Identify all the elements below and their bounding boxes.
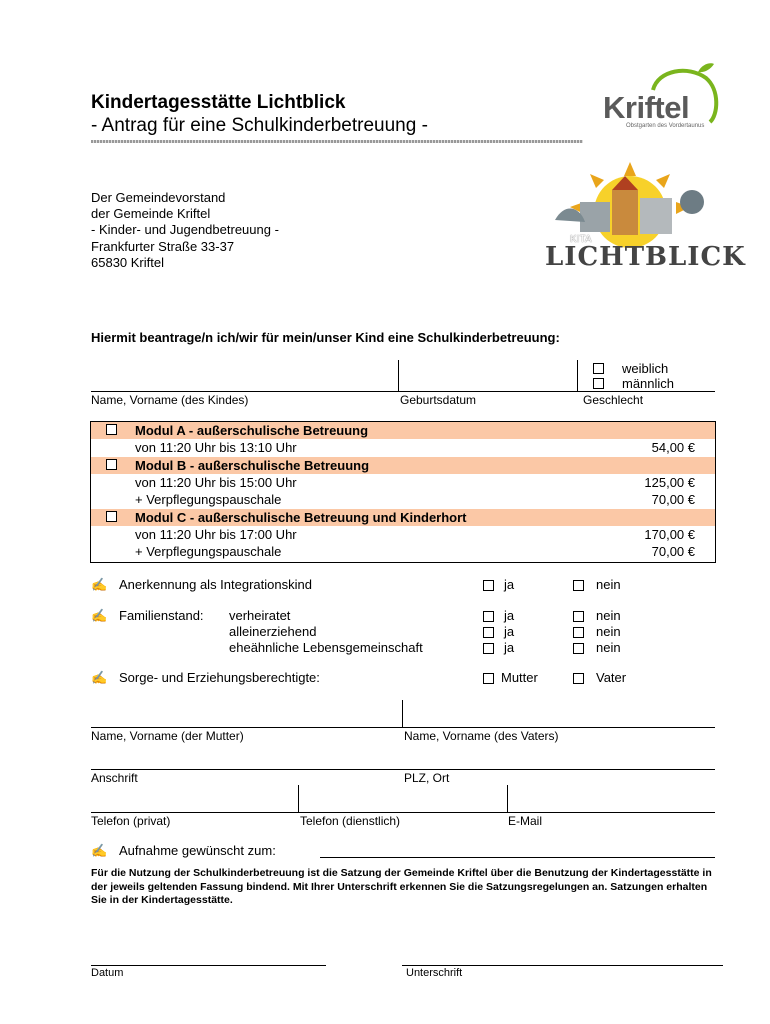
custody-label: Sorge- und Erziehungsberechtigte: <box>119 670 320 685</box>
field-line <box>91 965 326 966</box>
kita-lichtblick-logo <box>540 162 746 272</box>
date-input[interactable] <box>91 945 326 965</box>
phone-private-label: Telefon (privat) <box>91 814 171 828</box>
module-b-price: 125,00 € <box>644 475 695 490</box>
module-c-title: Modul C - außerschulische Betreuung und Kinderhort <box>135 510 467 525</box>
pointing-hand-icon: ✍ <box>91 843 108 858</box>
signature-label: Unterschrift <box>406 967 463 979</box>
module-c-row <box>91 509 715 526</box>
single-parent-label: alleinerziehend <box>229 624 317 639</box>
module-a-row <box>91 422 715 439</box>
date-label: Datum <box>91 967 124 979</box>
pointing-hand-icon: ✍ <box>91 608 108 623</box>
family-status-label: Familienstand: <box>119 608 204 623</box>
no-label: nein <box>596 577 621 592</box>
module-c-extra-price: 70,00 € <box>651 544 695 559</box>
birthdate-label: Geburtsdatum <box>400 393 477 407</box>
female-label: weiblich <box>622 361 669 376</box>
field-line <box>91 727 715 728</box>
mother-name-label: Name, Vorname (der Mutter) <box>91 729 244 743</box>
child-name-label: Name, Vorname (des Kindes) <box>91 393 249 407</box>
module-b-extra-label: + Verpflegungspauschale <box>135 492 282 507</box>
pointing-hand-icon: ✍ <box>91 577 108 592</box>
married-label: verheiratet <box>229 608 291 623</box>
phone-private-input[interactable] <box>91 785 298 812</box>
kriftel-logo <box>598 60 728 135</box>
recipient-address <box>91 190 279 271</box>
father-name-label: Name, Vorname (des Vaters) <box>404 729 559 743</box>
module-a-detail <box>91 439 715 456</box>
field-line <box>91 769 715 770</box>
module-c-price: 170,00 € <box>644 527 695 542</box>
address-label: Anschrift <box>91 771 138 785</box>
module-b-extra-price: 70,00 € <box>651 492 695 507</box>
address-input[interactable] <box>91 745 402 769</box>
module-a-title: Modul A - außerschulische Betreuung <box>135 423 369 438</box>
module-a-price: 54,00 € <box>651 440 695 455</box>
field-line <box>91 812 715 813</box>
mother-label: Mutter <box>501 670 538 685</box>
bylaws-notice: Für die Nutzung der Schulkinderbetreuung ist die Satzung der Gemeinde Kriftel über die Benutzung der Kindertagesstätte in der jeweils geltenden Fassung bindend. Mit Ihrer Unterschrift erkennen Sie die Satzungsregelungen an. Satzungen erhalten Sie in der Kindertagesstätte. <box>91 867 712 906</box>
pointing-hand-icon: ✍ <box>91 670 108 685</box>
page-subtitle: - Antrag für eine Schulkinderbetreuung - <box>91 115 428 136</box>
female-checkbox[interactable] <box>593 363 604 374</box>
field-line <box>320 857 715 858</box>
module-b-extra <box>91 491 715 508</box>
admission-date-input[interactable] <box>320 840 715 857</box>
field-divider <box>507 785 508 812</box>
partnership-yes-checkbox[interactable] <box>483 643 494 654</box>
field-line <box>402 965 723 966</box>
address-line: - Kinder- und Jugendbetreuung - <box>91 222 279 238</box>
module-c-checkbox[interactable] <box>106 511 117 522</box>
address-line: Der Gemeindevorstand <box>91 190 226 205</box>
single-yes-checkbox[interactable] <box>483 627 494 638</box>
field-divider <box>577 360 578 391</box>
partnership-no-checkbox[interactable] <box>573 643 584 654</box>
father-checkbox[interactable] <box>573 673 584 684</box>
module-b-row <box>91 457 715 474</box>
module-b-time: von 11:20 Uhr bis 15:00 Uhr <box>135 475 297 490</box>
signature-input[interactable] <box>402 945 723 965</box>
field-divider <box>402 700 403 727</box>
kriftel-tagline: Obstgarten des Vordertaunus <box>626 123 705 129</box>
admission-label: Aufnahme gewünscht zum: <box>119 843 276 858</box>
no-label: nein <box>596 640 621 655</box>
module-b-detail <box>91 474 715 491</box>
gender-label: Geschlecht <box>583 393 644 407</box>
address-line: 65830 Kriftel <box>91 254 164 270</box>
yes-label: ja <box>504 608 515 623</box>
module-c-detail <box>91 526 715 543</box>
kriftel-wordmark: Kriftel <box>603 90 690 125</box>
module-a-checkbox[interactable] <box>106 424 117 435</box>
married-no-checkbox[interactable] <box>573 611 584 622</box>
no-label: nein <box>596 608 621 623</box>
child-field-line <box>91 391 715 392</box>
email-input[interactable] <box>508 785 715 812</box>
mother-checkbox[interactable] <box>483 673 494 684</box>
father-name-input[interactable] <box>403 700 715 727</box>
module-b-checkbox[interactable] <box>106 459 117 470</box>
request-lead: Hiermit beantrage/n ich/wir für mein/unser Kind eine Schulkinderbetreuung: <box>91 330 560 345</box>
module-c-extra-label: + Verpflegungspauschale <box>135 544 282 559</box>
field-divider <box>298 785 299 812</box>
address-line: Frankfurter Straße 33-37 <box>91 238 235 254</box>
address-line: der Gemeinde Kriftel <box>91 206 211 222</box>
no-label: nein <box>596 624 621 639</box>
zip-city-label: PLZ, Ort <box>404 771 450 785</box>
lichtblick-wordmark: LICHTBLICK <box>545 242 746 272</box>
integration-yes-checkbox[interactable] <box>483 580 494 591</box>
phone-work-input[interactable] <box>300 785 506 812</box>
module-a-time: von 11:20 Uhr bis 13:10 Uhr <box>135 440 297 455</box>
child-name-input[interactable] <box>91 360 397 390</box>
partnership-label: eheähnliche Lebensgemeinschaft <box>229 640 423 655</box>
phone-work-label: Telefon (dienstlich) <box>300 814 401 828</box>
mother-name-input[interactable] <box>91 700 402 727</box>
integration-no-checkbox[interactable] <box>573 580 584 591</box>
married-yes-checkbox[interactable] <box>483 611 494 622</box>
father-label: Vater <box>596 670 627 685</box>
page-title: Kindertagesstätte Lichtblick <box>91 92 346 113</box>
yes-label: ja <box>504 624 515 639</box>
single-no-checkbox[interactable] <box>573 627 584 638</box>
email-label: E-Mail <box>508 814 543 828</box>
male-label: männlich <box>622 376 675 391</box>
integration-label: Anerkennung als Integrationskind <box>119 577 312 592</box>
module-c-time: von 11:20 Uhr bis 17:00 Uhr <box>135 527 297 542</box>
module-b-title: Modul B - außerschulische Betreuung <box>135 458 370 473</box>
child-birthdate-input[interactable] <box>399 360 576 390</box>
yes-label: ja <box>504 640 515 655</box>
yes-label: ja <box>504 577 515 592</box>
kita-label: KITA <box>570 234 592 245</box>
male-checkbox[interactable] <box>593 378 604 389</box>
zip-city-input[interactable] <box>403 745 715 769</box>
title-divider <box>91 140 583 143</box>
module-c-extra <box>91 543 715 560</box>
